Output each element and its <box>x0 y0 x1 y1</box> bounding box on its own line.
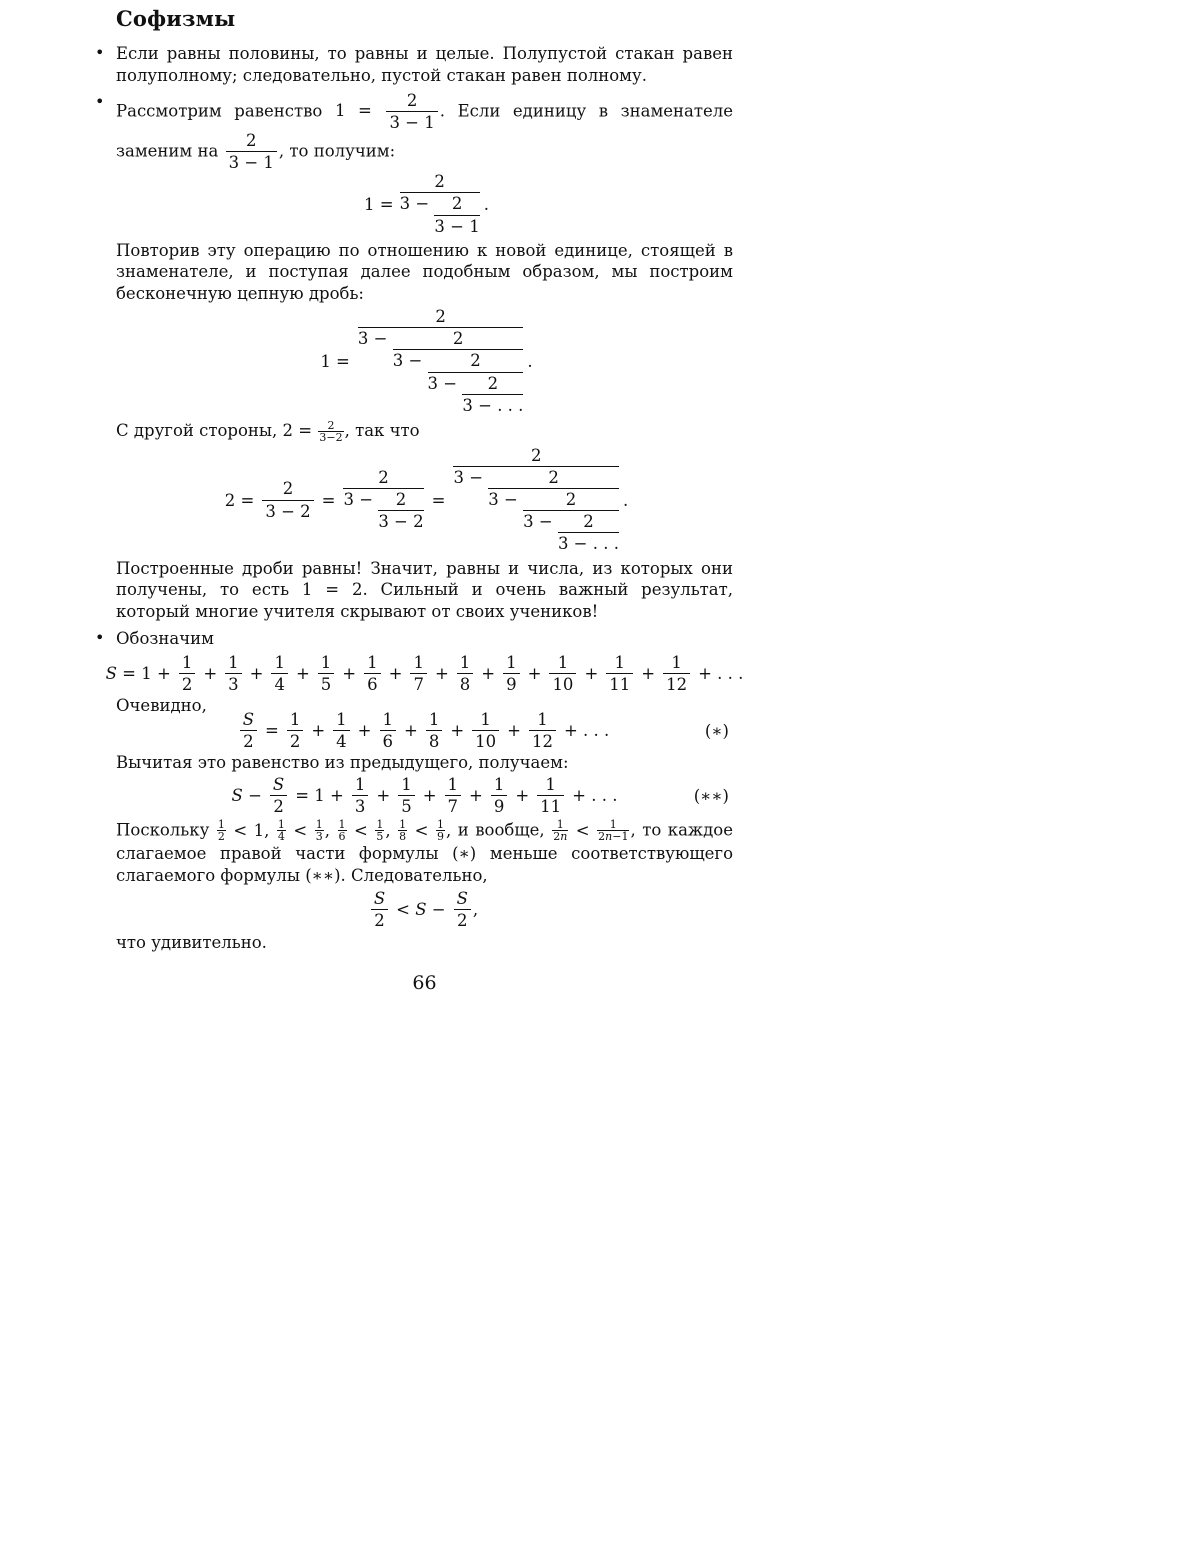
text-ref-double-star: (∗∗) <box>305 865 341 885</box>
text-conclusion-b: . Сильный и очень важный результат, который многие учителя скрывают от своих учеников! <box>116 580 734 621</box>
paragraph-conclusion <box>116 558 733 623</box>
formula-harmonic-sum: S = 1 + $\frac{1}{2}$ + $\frac{1}{3}$ + $\frac{1}{4}$ + $\frac{1}{5}$ + $\frac{1}{6}$ + $\frac{1}{7}$ + $\frac{1}{8}$ + $\frac{1}{9}$ + $\frac{1}{10}$ + $\frac{1}{11}$ + $\frac{1}{12}$ + . . . <box>105 652 744 694</box>
formula-2-eq-small: 2 = $\frac{2}{3-2}$ <box>282 418 343 444</box>
bullet-icon: • <box>95 92 105 111</box>
paragraph-intro <box>116 92 733 171</box>
list-item-half-glass <box>95 43 733 86</box>
text-since-e: . Следовательно, <box>340 865 488 885</box>
formula-first-substitution: 1 = 2 3 − $\frac{2}{3 - 1}$ . <box>364 172 489 236</box>
text-intro-c: , то получим: <box>278 140 396 160</box>
text-obvious: Очевидно, <box>116 696 207 716</box>
page-title: Софизмы <box>116 6 236 31</box>
text-other-side-a: С другой стороны, <box>116 420 278 440</box>
equation-tag-star: (∗) <box>704 721 729 741</box>
text-since-d: меньше соответствующего слагаемого формулы <box>116 844 733 885</box>
text-conclusion-a: Построенные дроби равны! Значит, равны и числа, из которых они получены, то есть <box>116 558 733 600</box>
list-item-harmonic-series <box>95 628 744 953</box>
list-item-continued-fraction <box>95 91 734 622</box>
page-number: 66 <box>412 972 437 994</box>
paragraph-since <box>116 819 733 886</box>
text-subtract: Вычитая это равенство из предыдущего, получаем: <box>116 753 569 773</box>
paragraph-half-glass: Если равны половины, то равны и целые. Полупустой стакан равен полуполному; следовательно, пустой стакан равен полному. <box>116 44 733 85</box>
paragraph-repeat: Повторив эту операцию по отношению к новой единице, стоящей в знаменателе, и поступая далее подобным образом, мы построим бесконечную цепную дробь: <box>116 240 733 303</box>
formula-1-eq: 1 = $\frac{2}{3 - 1}$ <box>335 101 440 120</box>
text-intro-b: . Если единицу в знаменателе заменим на <box>116 101 734 160</box>
formula-final-inequality: $\frac{S}{2}$ < S − $\frac{S}{2}$ , <box>116 890 733 930</box>
text-intro-a: Рассмотрим равенство <box>116 101 323 121</box>
bullet-icon: • <box>95 43 105 62</box>
formula-half-sum: $\frac{S}{2}$ = $\frac{1}{2}$ + $\frac{1}{4}$ + $\frac{1}{6}$ + $\frac{1}{8}$ + $\frac{1}{10}$ + $\frac{1}{12}$ + . . . (∗) <box>116 711 733 751</box>
text-other-side-b: , так что <box>344 420 420 440</box>
formula-continued-fraction-2: 2 = $\frac{2}{3 - 2}$ = 2 3 − $\frac{2}{3 - 2}$ = 2 3 − 2 3 − 2 3 − $\frac{2}{3 - . . .}$ . <box>224 445 629 554</box>
formula-1-eq-2: 1 = 2 <box>301 580 363 600</box>
formula-continued-fraction-1: 1 = 2 3 − 2 3 − 2 3 − $\frac{2}{3 - . . .}$ . <box>320 307 533 415</box>
text-since-c: , то каждое слагаемое правой части формулы <box>116 820 733 863</box>
formula-general-inequality: $\frac{1}{2n}$ < $\frac{1}{2n-1}$ <box>553 818 629 844</box>
page <box>95 6 744 994</box>
formula-inequalities: $\frac{1}{2}$ < 1, $\frac{1}{4}$ < $\frac{1}{3}$ , $\frac{1}{6}$ < $\frac{1}{5}$ , $\frac{1}{8}$ < $\frac{1}{9}$ , <box>217 818 452 844</box>
paragraph-other-side <box>116 417 733 445</box>
formula-2-over-3-minus-1: $\frac{2}{3 - 1}$ <box>226 132 277 172</box>
text-since-b: и вообще, <box>457 820 545 840</box>
text-since-a: Поскольку <box>116 820 210 840</box>
equation-tag-double-star: (∗∗) <box>693 786 729 806</box>
text-ref-star: (∗) <box>452 844 477 863</box>
formula-odd-sum: S − $\frac{S}{2}$ = 1 + $\frac{1}{3}$ + $\frac{1}{5}$ + $\frac{1}{7}$ + $\frac{1}{9}$ + $\frac{1}{11}$ + . . . (∗∗) <box>231 774 729 817</box>
text-surprising: что удивительно. <box>116 932 267 952</box>
text-denote: Обозначим <box>116 629 214 649</box>
bullet-icon: • <box>95 628 105 648</box>
